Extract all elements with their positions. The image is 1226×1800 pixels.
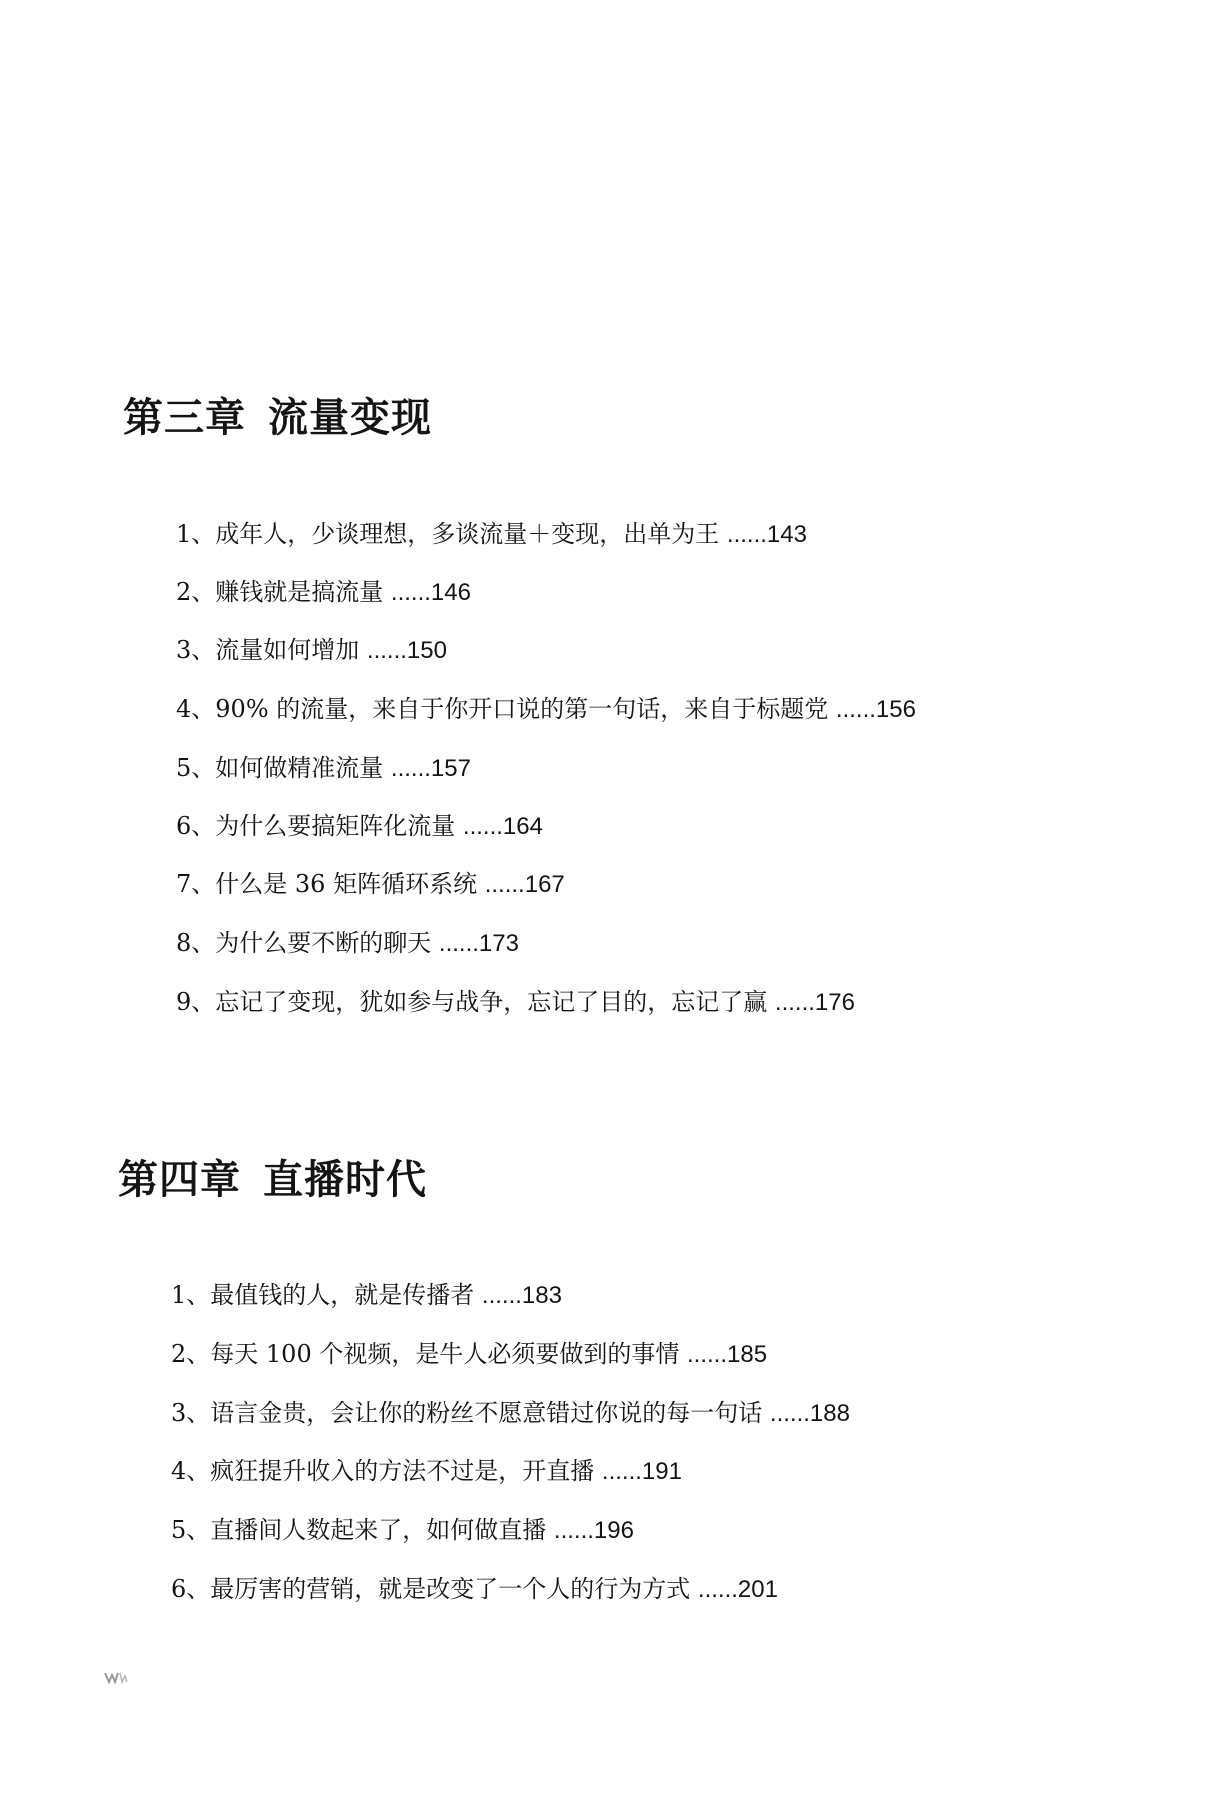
toc-item[interactable]	[171, 1455, 682, 1488]
toc-item-page: ......191	[601, 1458, 682, 1485]
toc-item-page: ......164	[462, 813, 543, 840]
toc-item[interactable]	[171, 1573, 778, 1606]
toc-item-number: 7、	[176, 870, 216, 898]
toc-item[interactable]	[176, 518, 807, 551]
toc-item[interactable]	[176, 693, 916, 726]
toc-item-page: ......143	[726, 521, 807, 548]
toc-item-number: 4、	[171, 1457, 211, 1485]
toc-item-number: 1、	[176, 520, 216, 548]
toc-item-page: ......146	[390, 579, 471, 606]
toc-item-page: ......183	[481, 1282, 562, 1309]
chapter-label: 第四章	[118, 1157, 241, 1203]
toc-item-title: 每天 100 个视频，是牛人必须要做到的事情	[210, 1340, 680, 1368]
scan-mark-icon	[103, 1672, 129, 1684]
toc-item[interactable]	[176, 810, 543, 843]
toc-item-title: 最值钱的人，就是传播者	[210, 1281, 475, 1309]
toc-item-page: ......196	[553, 1517, 634, 1544]
toc-item-page: ......188	[769, 1400, 850, 1427]
toc-item-number: 9、	[176, 988, 216, 1016]
toc-item-title: 为什么要不断的聊天	[215, 929, 432, 957]
toc-item-title: 语言金贵，会让你的粉丝不愿意错过你说的每一句话	[210, 1399, 763, 1427]
toc-item-page: ......176	[774, 989, 855, 1016]
toc-item-title: 直播间人数起来了，如何做直播	[210, 1516, 547, 1544]
toc-item-title: 最厉害的营销，就是改变了一个人的行为方式	[210, 1575, 691, 1603]
toc-item-number: 1、	[171, 1281, 211, 1309]
toc-item-page: ......201	[697, 1576, 778, 1603]
chapter-name: 流量变现	[268, 395, 432, 441]
toc-item[interactable]	[176, 634, 447, 667]
toc-item-number: 5、	[176, 754, 216, 782]
chapter-title	[123, 394, 432, 442]
toc-item-title: 赚钱就是搞流量	[215, 578, 384, 606]
toc-item[interactable]	[171, 1279, 562, 1312]
toc-item-title: 如何做精准流量	[215, 754, 384, 782]
toc-item[interactable]	[176, 868, 565, 901]
toc-item-title: 忘记了变现，犹如参与战争，忘记了目的，忘记了赢	[215, 988, 768, 1016]
toc-item-page: ......157	[390, 755, 471, 782]
toc-item[interactable]	[171, 1514, 634, 1547]
toc-item-title: 流量如何增加	[215, 636, 360, 664]
chapter-label: 第三章	[123, 395, 246, 441]
toc-item[interactable]	[176, 752, 471, 785]
toc-item-title: 为什么要搞矩阵化流量	[215, 812, 456, 840]
toc-item-page: ......185	[687, 1341, 768, 1368]
toc-item-number: 8、	[176, 929, 216, 957]
toc-item-page: ......150	[366, 637, 447, 664]
toc-item-title: 90% 的流量，来自于你开口说的第一句话，来自于标题党	[215, 695, 829, 723]
toc-item-number: 2、	[176, 578, 216, 606]
toc-item-title: 成年人，少谈理想，多谈流量＋变现，出单为王	[215, 520, 720, 548]
toc-item[interactable]	[176, 576, 471, 609]
toc-item[interactable]	[176, 986, 855, 1019]
toc-item-number: 6、	[176, 812, 216, 840]
toc-item-number: 5、	[171, 1516, 211, 1544]
toc-item-number: 3、	[171, 1399, 211, 1427]
toc-item[interactable]	[176, 927, 519, 960]
chapter-title	[118, 1156, 427, 1204]
toc-item[interactable]	[171, 1338, 767, 1371]
toc-item-page: ......167	[484, 871, 565, 898]
toc-item-number: 2、	[171, 1340, 211, 1368]
toc-item-title: 疯狂提升收入的方法不过是，开直播	[210, 1457, 595, 1485]
toc-item[interactable]	[171, 1397, 850, 1430]
toc-item-number: 4、	[176, 695, 216, 723]
toc-item-number: 6、	[171, 1575, 211, 1603]
chapter-name: 直播时代	[263, 1157, 427, 1203]
toc-item-page: ......156	[835, 696, 916, 723]
toc-item-page: ......173	[438, 930, 519, 957]
toc-item-number: 3、	[176, 636, 216, 664]
toc-item-title: 什么是 36 矩阵循环系统	[215, 870, 478, 898]
